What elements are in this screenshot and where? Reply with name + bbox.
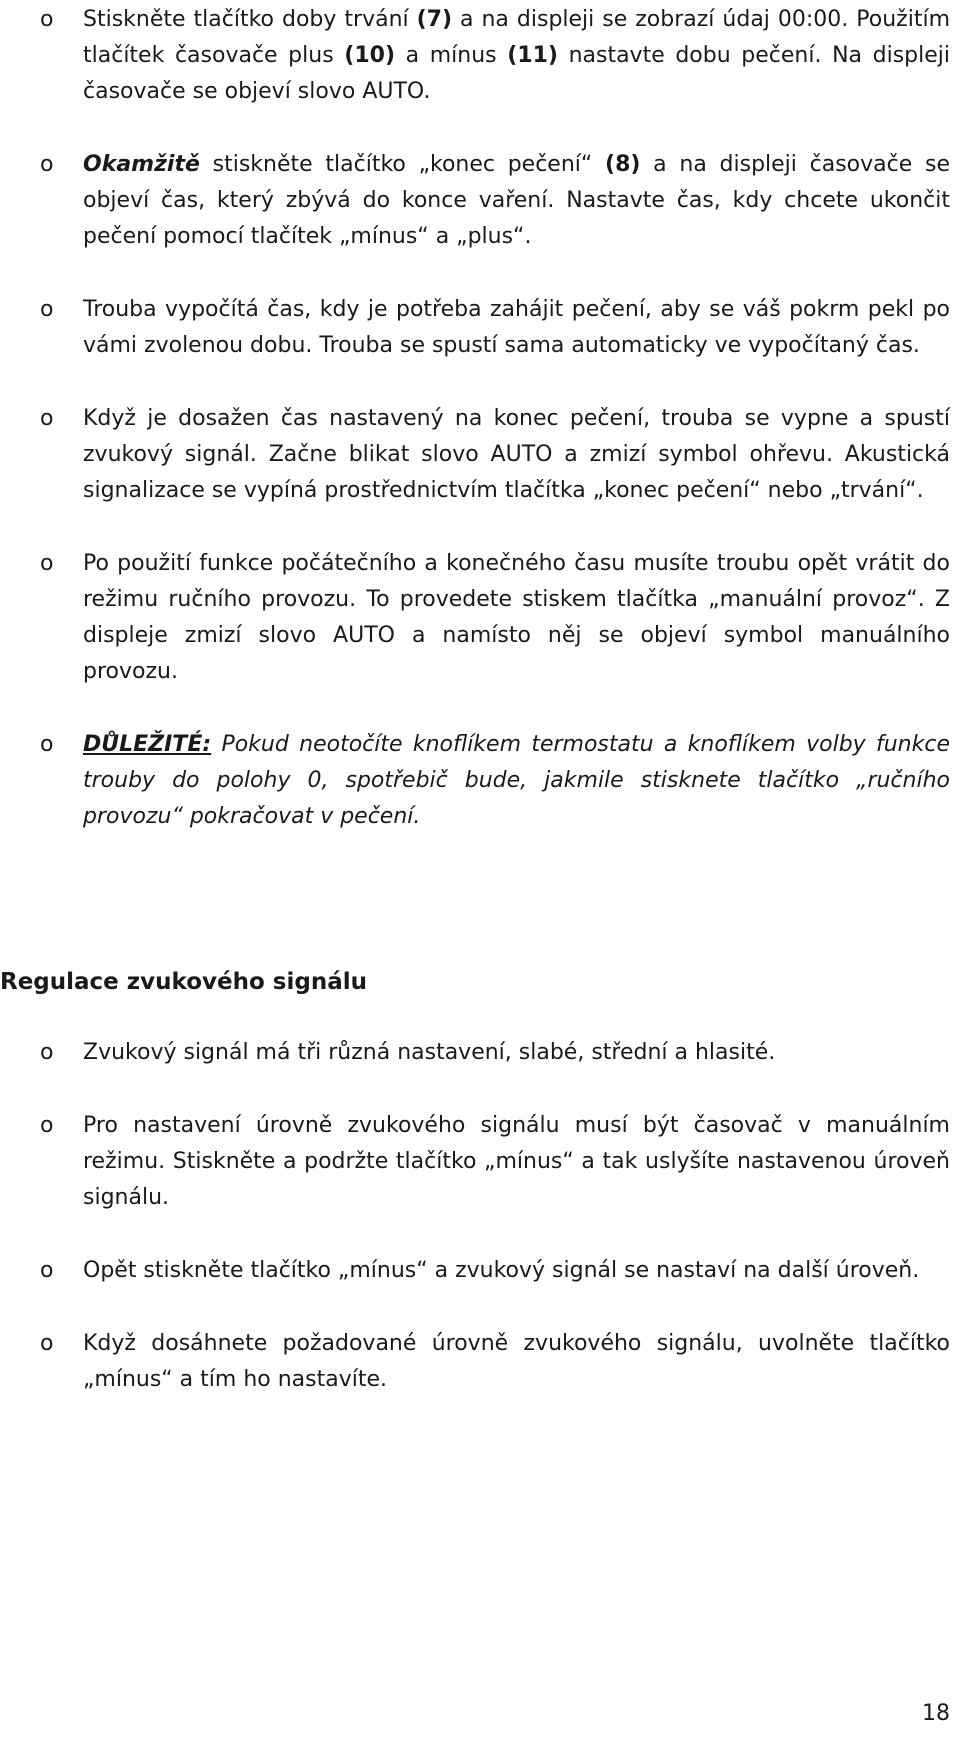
- bullet-marker: o: [40, 1331, 54, 1356]
- page-number: 18: [922, 1701, 950, 1726]
- bullet-marker: o: [40, 1258, 54, 1283]
- important-label: DŮLEŽITÉ:: [83, 732, 212, 757]
- list-item: o Pro nastavení úrovně zvukového signálu musí být časovač v manuálním režimu. Stiskněte a podržte tlačítko „mínus“ a tak uslyšíte nastavenou úroveň signálu.: [40, 1108, 950, 1216]
- list-item: o Opět stiskněte tlačítko „mínus“ a zvukový signál se nastaví na další úroveň.: [40, 1253, 950, 1289]
- sound-signal-list: [40, 1035, 950, 1398]
- section-heading: Regulace zvukového signálu: [0, 969, 367, 995]
- bullet-marker: o: [40, 732, 54, 757]
- list-item: o Okamžitě stiskněte tlačítko „konec pečení“ (8) a na displeji časovače se objeví čas, který zbývá do konce vaření. Nastavte čas, kdy chcete ukončit pečení pomocí tlačítek „mínus“ a „plus“.: [40, 147, 950, 255]
- list-item: o Trouba vypočítá čas, kdy je potřeba zahájit pečení, aby se váš pokrm pekl po vámi zvolenou dobu. Trouba se spustí sama automaticky ve vypočítaný čas.: [40, 292, 950, 364]
- list-item: o Po použití funkce počátečního a konečného času musíte troubu opět vrátit do režimu ručního provozu. To provedete stiskem tlačítka „manuální provoz“. Z displeje zmizí slovo AUTO a namísto něj se objeví symbol manuálního provozu.: [40, 546, 950, 690]
- important-note: o DŮLEŽITÉ: Pokud neotočíte knoflíkem termostatu a knoflíkem volby funkce trouby do polohy 0, spotřebič bude, jakmile stisknete tlačítko „ručního provozu“ pokračovat v pečení.: [40, 727, 950, 835]
- list-item: o Zvukový signál má tři různá nastavení, slabé, střední a hlasité.: [40, 1035, 950, 1071]
- bullet-marker: o: [40, 406, 54, 431]
- list-item: o Stiskněte tlačítko doby trvání (7) a na displeji se zobrazí údaj 00:00. Použitím tlačítek časovače plus (10) a mínus (11) nastavte dobu pečení. Na displeji časovače se objeví slovo AUTO.: [40, 2, 950, 110]
- list-item: o Když je dosažen čas nastavený na konec pečení, trouba se vypne a spustí zvukový signál. Začne blikat slovo AUTO a zmizí symbol ohřevu. Akustická signalizace se vypíná prostřednictvím tlačítka „konec pečení“ nebo „trvání“.: [40, 401, 950, 509]
- bullet-marker: o: [40, 7, 54, 32]
- bullet-marker: o: [40, 1113, 54, 1138]
- list-item: o Když dosáhnete požadované úrovně zvukového signálu, uvolněte tlačítko „mínus“ a tím ho nastavíte.: [40, 1326, 950, 1398]
- timer-instructions-list: [40, 2, 950, 835]
- bullet-marker: o: [40, 1040, 54, 1065]
- bullet-marker: o: [40, 551, 54, 576]
- bullet-marker: o: [40, 297, 54, 322]
- bullet-marker: o: [40, 152, 54, 177]
